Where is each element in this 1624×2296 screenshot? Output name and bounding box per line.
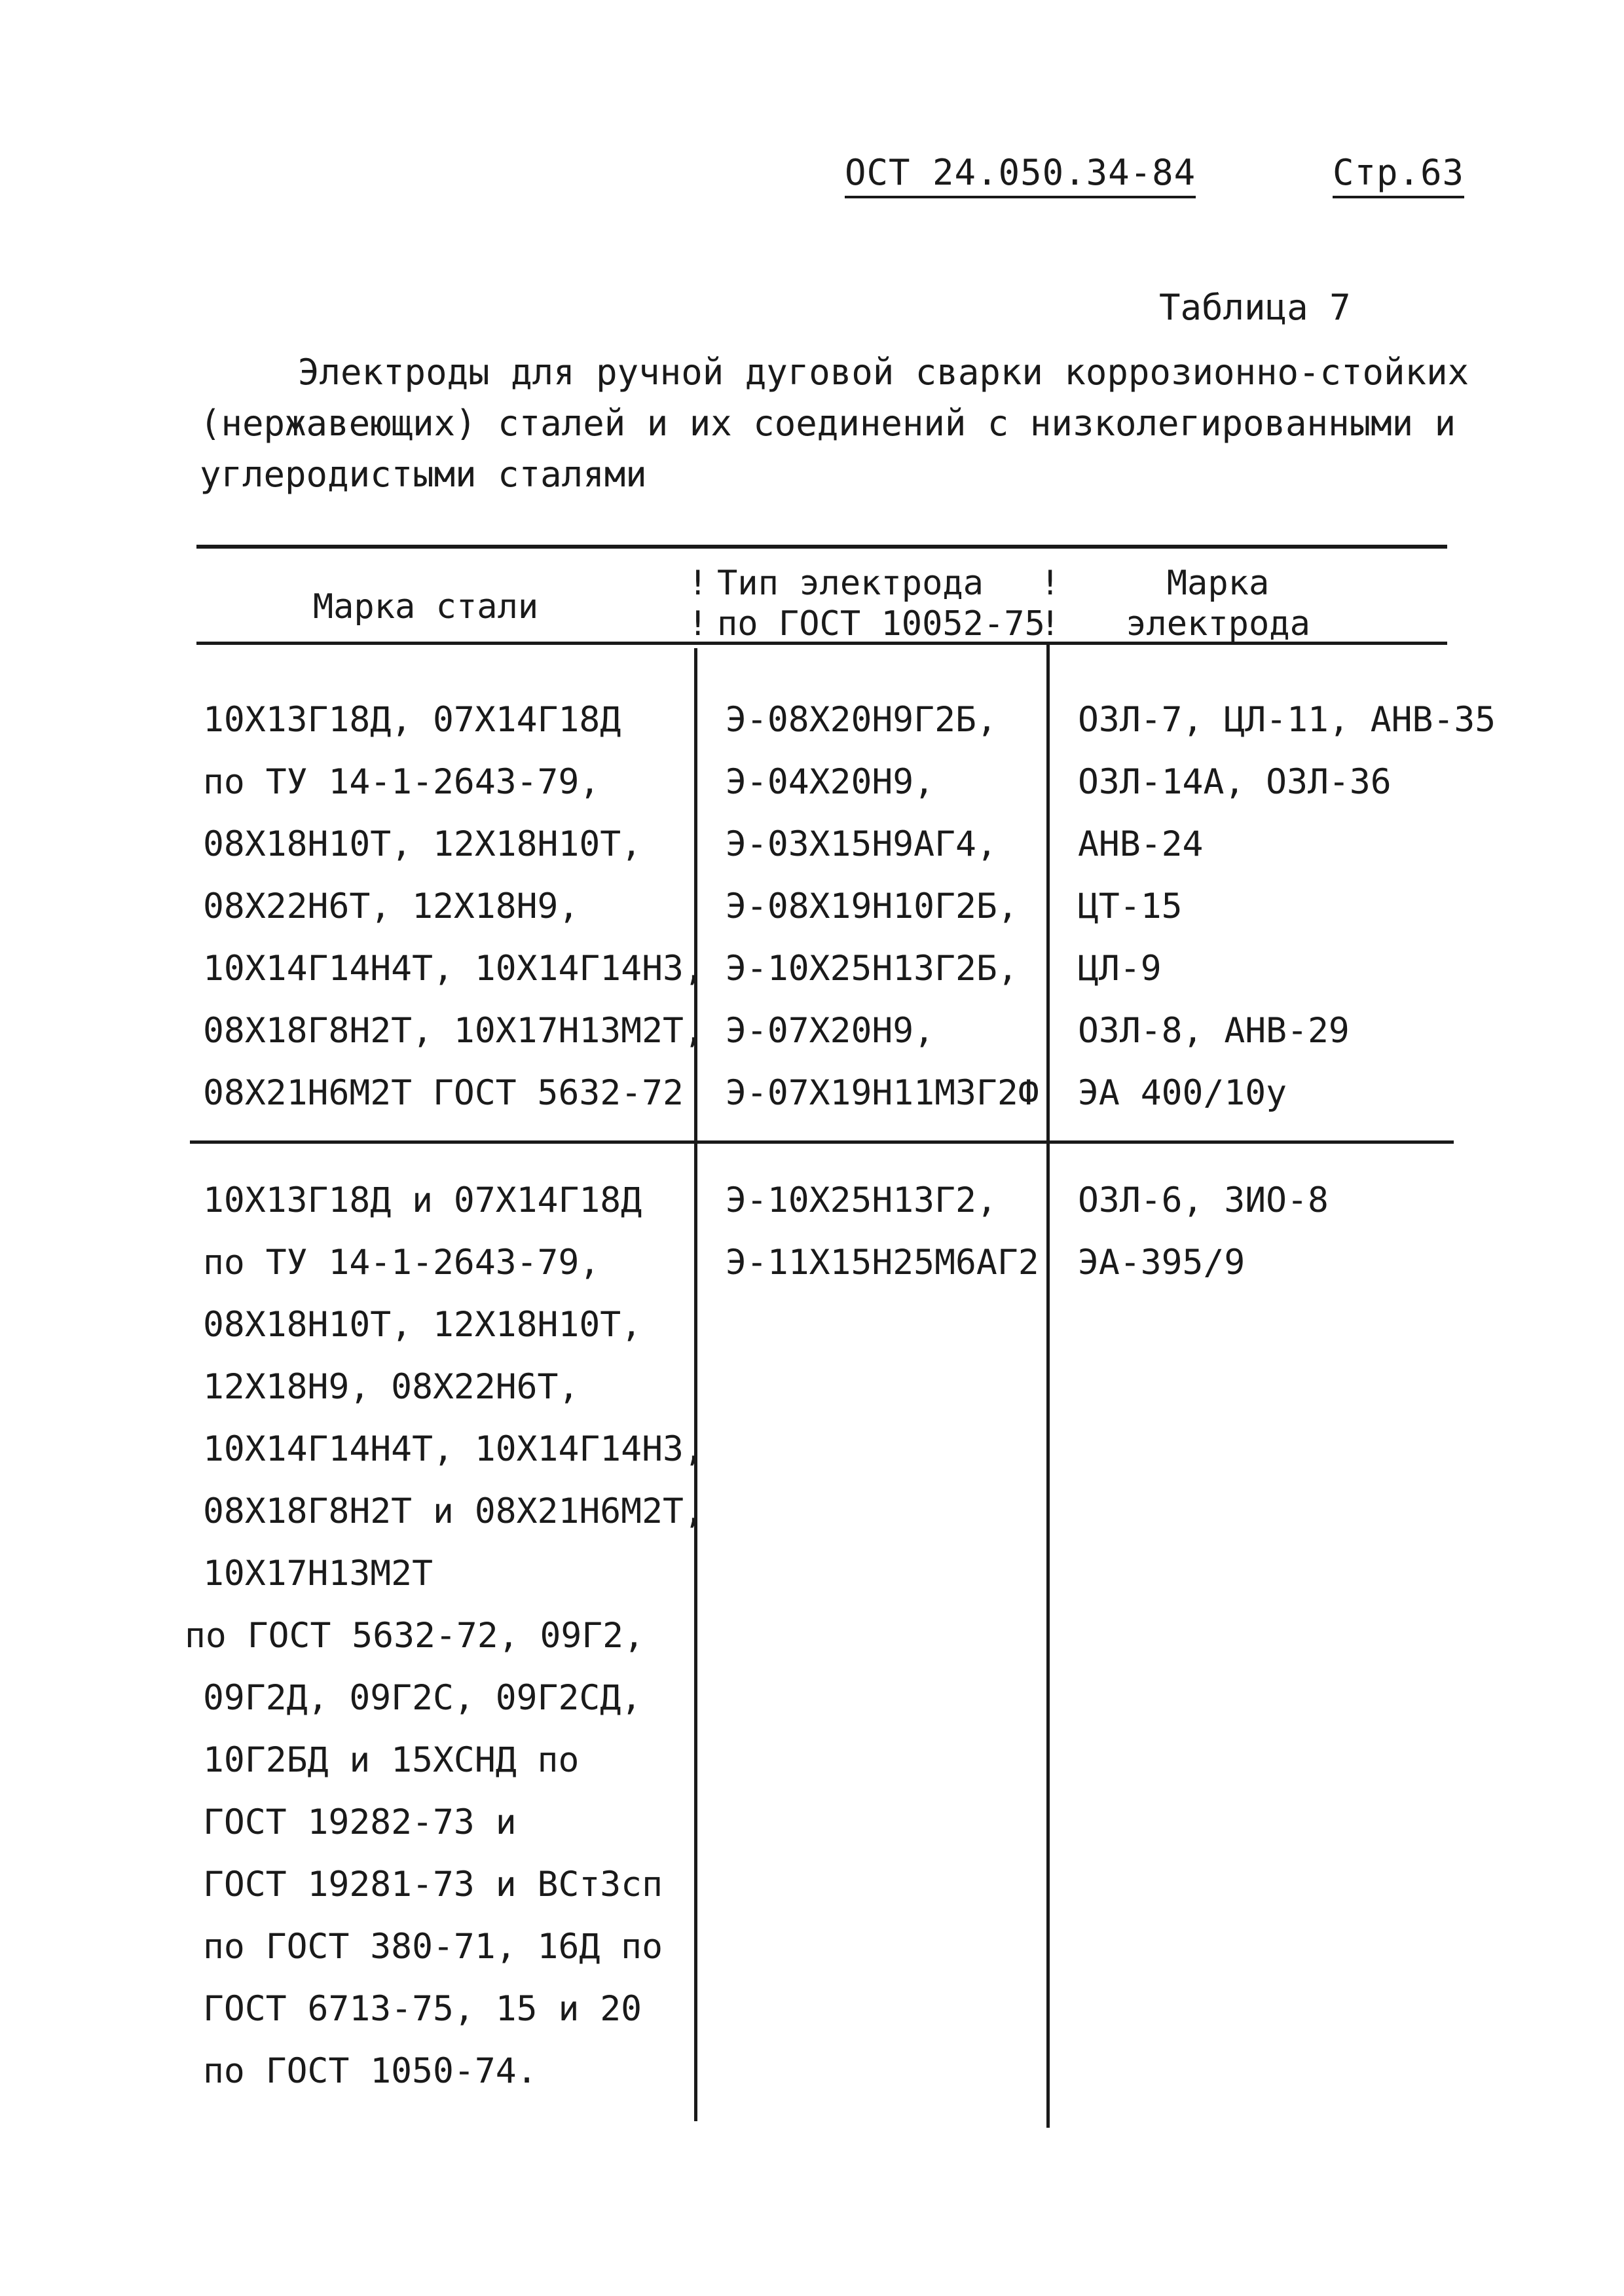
steel-line: 08Х18Г8Н2Т и 08Х21Н6М2Т, (203, 1491, 705, 1531)
type-line: Э-04Х20Н9, (726, 762, 935, 802)
column-header-brand (1080, 563, 1356, 644)
column-header-brand-line: Марка (1166, 564, 1270, 603)
steel-line: по ГОСТ 1050-74. (203, 2051, 538, 2091)
steel-line: 08Х18Н10Т, 12Х18Н10Т, (203, 824, 642, 864)
brand-line: ЦТ-15 (1078, 886, 1183, 926)
steel-line: по ГОСТ 5632-72, 09Г2, (185, 1616, 644, 1656)
type-line: Э-07Х20Н9, (726, 1011, 935, 1051)
caption-line: углеродистыми сталями (200, 454, 647, 495)
type-line: Э-08Х19Н10Г2Б, (726, 886, 1018, 926)
document-code: ОСТ 24.050.34-84 (845, 152, 1196, 198)
type-line: Э-08Х20Н9Г2Б, (726, 700, 997, 740)
header-separator-mark: ! (688, 604, 709, 644)
steel-line: 10Х13Г18Д, 07Х14Г18Д (203, 700, 621, 740)
table-label: Таблица 7 (1159, 287, 1351, 328)
steel-line: 08Х22Н6Т, 12Х18Н9, (203, 886, 580, 926)
brand-line: ОЗЛ-8, АНВ-29 (1078, 1011, 1350, 1051)
type-line: Э-11Х15Н25М6АГ2 (726, 1243, 1039, 1283)
brand-line: ЭА-395/9 (1078, 1243, 1246, 1283)
row-2-brand (1078, 1169, 1329, 1294)
steel-line: 09Г2Д, 09Г2С, 09Г2СД, (203, 1678, 642, 1718)
header-separator-mark: ! (1040, 564, 1061, 603)
type-line: Э-07Х19Н11М3Г2Ф (726, 1073, 1039, 1113)
row-2-steel (185, 1169, 705, 2102)
brand-line: ЦЛ-9 (1078, 949, 1162, 989)
steel-line: по ГОСТ 380-71, 16Д по (203, 1927, 663, 1967)
brand-line: ОЗЛ-7, ЦЛ-11, АНВ-35 (1078, 700, 1496, 740)
caption-line: (нержавеющих) сталей и их соединений с низколегированными и (200, 403, 1456, 444)
steel-line: 10Х14Г14Н4Т, 10Х14Г14Н3, (203, 949, 705, 989)
steel-line: по ТУ 14-1-2643-79, (203, 762, 600, 802)
type-line: Э-10Х25Н13Г2, (726, 1180, 997, 1220)
table-caption (200, 347, 1469, 500)
row-2-type (726, 1169, 1039, 1294)
row-separator-rule (190, 1140, 1454, 1144)
column-header-type-line: Тип электрода (717, 564, 984, 603)
steel-line: ГОСТ 19281-73 и ВСт3сп (203, 1865, 663, 1904)
steel-line: 12Х18Н9, 08Х22Н6Т, (203, 1367, 580, 1407)
type-line: Э-10Х25Н13Г2Б, (726, 949, 1018, 989)
steel-line: 08Х21Н6М2Т ГОСТ 5632-72 (203, 1073, 684, 1113)
steel-line: по ТУ 14-1-2643-79, (203, 1243, 600, 1283)
brand-line: ЭА 400/10у (1078, 1073, 1287, 1113)
steel-line: 10Х13Г18Д и 07Х14Г18Д (203, 1180, 642, 1220)
brand-line: АНВ-24 (1078, 824, 1204, 864)
table-top-rule (196, 545, 1447, 549)
header-separator-mark: ! (1040, 604, 1061, 644)
steel-line: 08Х18Г8Н2Т, 10Х17Н13М2Т, (203, 1011, 705, 1051)
column-header-steel: Марка стали (312, 587, 539, 627)
row-1-type (726, 689, 1039, 1124)
header-separator-mark: ! (688, 564, 709, 603)
column-divider (1046, 642, 1050, 2128)
steel-line: ГОСТ 6713-75, 15 и 20 (203, 1989, 642, 2029)
row-1-steel (203, 689, 705, 1124)
column-header-type (717, 563, 1045, 644)
column-header-brand-line: электрода (1126, 604, 1310, 644)
steel-line: ГОСТ 19282-73 и (203, 1802, 517, 1842)
caption-line: Электроды для ручной дуговой сварки коррозионно-стойких (298, 352, 1469, 393)
brand-line: ОЗЛ-6, ЗИО-8 (1078, 1180, 1329, 1220)
row-1-brand (1078, 689, 1496, 1124)
column-header-type-line: по ГОСТ 10052-75 (717, 604, 1045, 644)
brand-line: ОЗЛ-14А, ОЗЛ-36 (1078, 762, 1392, 802)
page-number: Стр.63 (1333, 152, 1464, 198)
steel-line: 10Х17Н13М2Т (203, 1554, 433, 1594)
steel-line: 10Г2БД и 15ХСНД по (203, 1740, 580, 1780)
type-line: Э-03Х15Н9АГ4, (726, 824, 997, 864)
steel-line: 10Х14Г14Н4Т, 10Х14Г14Н3, (203, 1429, 705, 1469)
steel-line: 08Х18Н10Т, 12Х18Н10Т, (203, 1305, 642, 1345)
